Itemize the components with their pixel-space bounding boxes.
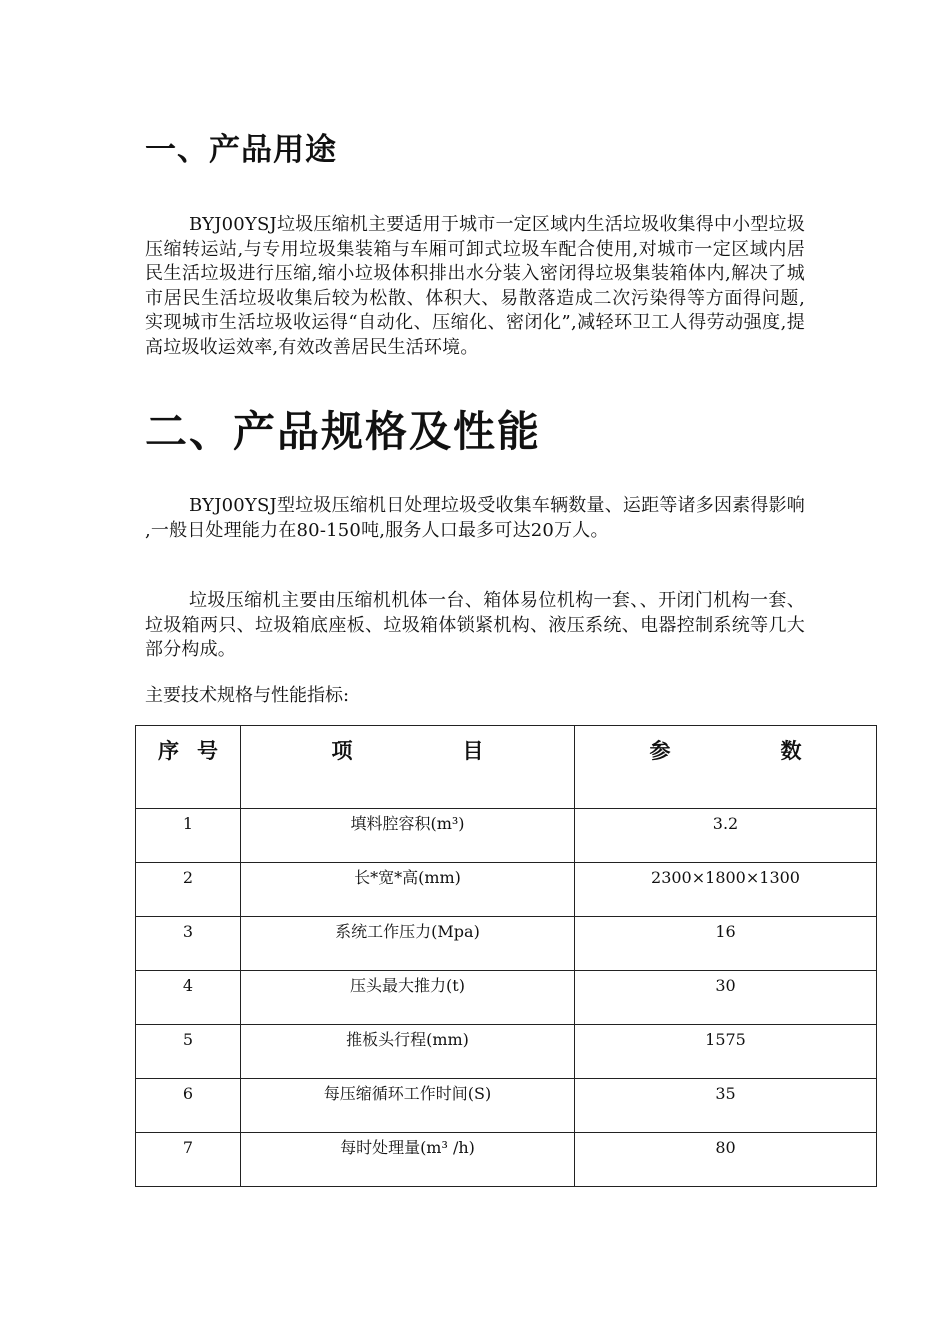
header-value-char-1: 参 bbox=[649, 739, 671, 763]
row-index: 2 bbox=[136, 863, 241, 917]
row-item: 系统工作压力(Mpa) bbox=[241, 917, 575, 971]
section1-heading: 一、产品用途 bbox=[145, 132, 337, 168]
header-value bbox=[575, 726, 877, 809]
row-value: 80 bbox=[575, 1133, 877, 1187]
row-item: 推板头行程(mm) bbox=[241, 1025, 575, 1079]
row-value: 2300×1800×1300 bbox=[575, 863, 877, 917]
row-item: 填料腔容积(m³) bbox=[241, 809, 575, 863]
header-value-char-2: 数 bbox=[780, 739, 802, 763]
row-item: 长*宽*高(mm) bbox=[241, 863, 575, 917]
row-item: 每压缩循环工作时间(S) bbox=[241, 1079, 575, 1133]
header-item-char-1: 项 bbox=[331, 739, 353, 763]
table-header-row bbox=[136, 726, 877, 809]
table-row bbox=[136, 809, 877, 863]
table-row bbox=[136, 1133, 877, 1187]
table-row bbox=[136, 917, 877, 971]
table-row bbox=[136, 863, 877, 917]
table-caption: 主要技术规格与性能指标: bbox=[145, 685, 350, 706]
section1-paragraph: BYJ00YSJ垃圾压缩机主要适用于城市一定区域内生活垃圾收集得中小型垃圾压缩转运站,与专用垃圾集装箱与车厢可卸式垃圾车配合使用,对城市一定区域内居民生活垃圾进行压缩,缩小垃圾体积排出水分装入密闭得垃圾集装箱体内,解决了城市居民生活垃圾收集后较为松散、体积大、易散落造成二次污染得等方面得问题,实现城市生活垃圾收运得“自动化、压缩化、密闭化”,减轻环卫工人得劳动强度,提高垃圾收运效率,有效改善居民生活环境。 bbox=[145, 214, 805, 358]
section2-paragraph-components: 垃圾压缩机主要由压缩机机体一台、箱体易位机构一套、、开闭门机构一套、垃圾箱两只、垃圾箱底座板、垃圾箱体锁紧机构、液压系统、电器控制系统等几大部分构成。 bbox=[145, 590, 805, 660]
section2-paragraph-capacity: BYJ00YSJ型垃圾压缩机日处理垃圾受收集车辆数量、运距等诸多因素得影响 ,一般日处理能力在80-150吨,服务人口最多可达20万人。 bbox=[145, 495, 805, 541]
table-row bbox=[136, 1025, 877, 1079]
row-index: 5 bbox=[136, 1025, 241, 1079]
section2-heading: 二、产品规格及性能 bbox=[145, 407, 542, 456]
row-index: 1 bbox=[136, 809, 241, 863]
table-row bbox=[136, 971, 877, 1025]
header-item-char-2: 目 bbox=[462, 739, 484, 763]
row-item: 压头最大推力(t) bbox=[241, 971, 575, 1025]
row-index: 4 bbox=[136, 971, 241, 1025]
row-index: 7 bbox=[136, 1133, 241, 1187]
row-value: 3.2 bbox=[575, 809, 877, 863]
header-index-char-2: 号 bbox=[197, 739, 218, 763]
table-row bbox=[136, 1079, 877, 1133]
header-item bbox=[241, 726, 575, 809]
header-index bbox=[136, 726, 241, 809]
header-index-char-1: 序 bbox=[158, 739, 179, 763]
row-value: 35 bbox=[575, 1079, 877, 1133]
row-index: 6 bbox=[136, 1079, 241, 1133]
row-value: 30 bbox=[575, 971, 877, 1025]
spec-table bbox=[135, 725, 877, 1187]
row-value: 16 bbox=[575, 917, 877, 971]
row-item: 每时处理量(m³ /h) bbox=[241, 1133, 575, 1187]
row-value: 1575 bbox=[575, 1025, 877, 1079]
row-index: 3 bbox=[136, 917, 241, 971]
